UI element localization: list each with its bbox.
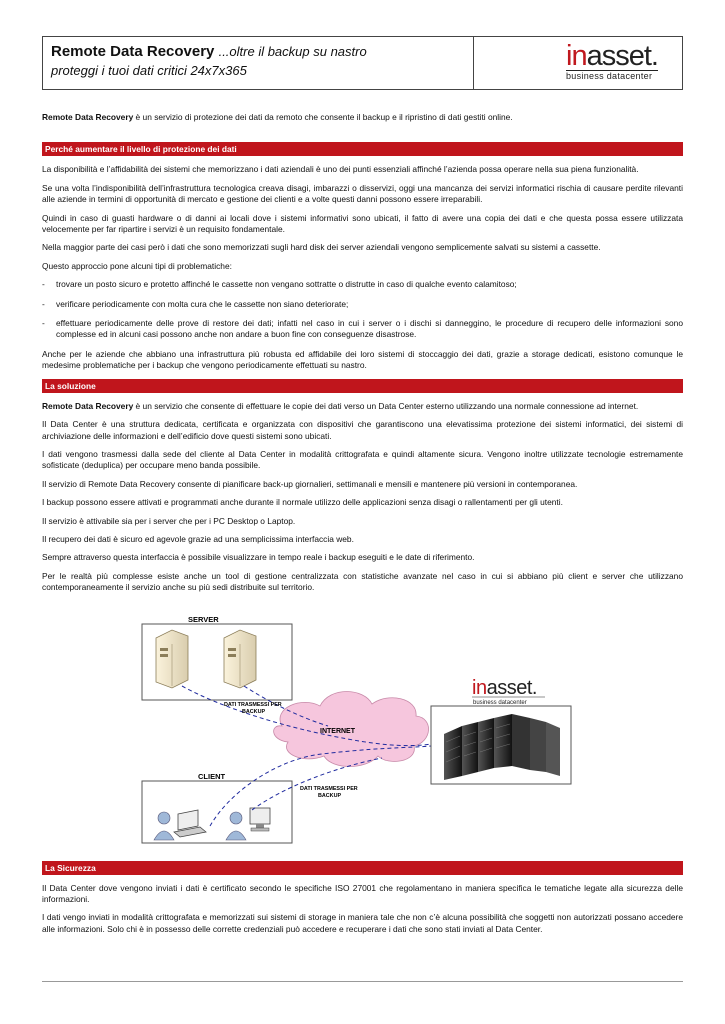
inasset-logo [566,40,658,81]
diagram-logo-dot: . [531,677,537,699]
paragraph: Per le realtà più complesse esiste anche un tool di gestione centralizzata con statistiche avanzate nel caso in cui si abbiano più client e server che utilizzano contemporaneamente il servizio anche su più sedi distribuite sul territorio. [42,570,683,593]
dash-marker: - [42,298,45,309]
paragraph: La disponibilità e l’affidabilità dei sistemi che memorizzano i dati aziendali è uno dei punti essenziali affinché l’azienda possa operare nella sua piena funzionalità. [42,164,639,175]
server-tower-icon [156,630,188,688]
diagram-logo-text [472,677,537,699]
section-header-solution: La soluzione [42,379,683,393]
paragraph: Nella maggior parte dei casi però i dati che sono memorizzati sugli hard disk dei server aziendali vengono semplicemente salvati su sistemi a cassette. [42,242,601,253]
paragraph: Il recupero dei dati è sicuro ed agevole grazie ad una semplicissima interfaccia web. [42,533,354,544]
client-label: CLIENT [198,772,226,781]
list-item [42,318,683,341]
paragraph: Questo approccio pone alcuni tipi di problematiche: [42,260,232,271]
paragraph: Il servizio è attivabile sia per i server che per i PC Desktop o Laptop. [42,515,296,526]
solution-text: è un servizio che consente di effettuare le copie dei dati verso un Data Center esterno utilizzando una normale connessione ad internet. [133,400,639,411]
section-header-security: La Sicurezza [42,861,683,875]
server-tower-icon [224,630,256,688]
logo-asset: asset [586,40,651,72]
paragraph: I dati vengono trasmessi dalla sede del cliente al Data Center in modalità crittografata e quindi altamente sicura. Vengono inoltre utilizzate tecnologie estremamente sofisticate (deduplica) per occupare meno banda possibile. [42,448,683,471]
logo-subtitle: business datacenter [566,70,658,81]
footer-divider [42,981,683,982]
internet-cloud [274,692,429,767]
list-item [42,279,683,290]
paragraph [42,401,683,412]
list-item-text: verificare periodicamente con molta cura che le cassette non siano deteriorate; [56,298,349,309]
document-subtitle: proteggi i tuoi dati critici 24x7x365 [51,63,247,78]
server-label: SERVER [188,615,219,624]
paragraph: Se una volta l’indisponibilità dell’infrastruttura tecnologica creava disagi, imbarazzi o disservizi, oggi una mancanza dei servizi informatici rischia di causare perdite rilevanti alle aziende in termini di opportunità di mercato e gestione dei clienti e a volte questi danni possono essere irreparabili. [42,182,683,205]
solution-bold: Remote Data Recovery [42,400,134,411]
list-item-text: effettuare periodicamente delle prove di restore dei dati; infatti nel caso in cui i server o i dischi si danneggino, le procedure di recupero delle informazioni sono complesse ed in alcuni casi possono anche non andare a buon fine con conseguenze disastrose. [56,318,683,340]
intro-paragraph [42,112,683,123]
title-tagline: ...oltre il backup su nastro [218,44,367,59]
header-title-block [43,37,474,89]
intro-bold: Remote Data Recovery [42,112,134,122]
list-item-text: trovare un posto sicuro e protetto affinché le cassette non vengano sottratte o distrutte in caso di qualche evento calamitoso; [56,279,517,290]
list-item [42,299,683,310]
internet-label: INTERNET [320,728,355,735]
paragraph: Sempre attraverso questa interfaccia è possibile visualizzare in tempo reale i backup eseguiti e le date di riferimento. [42,552,475,563]
section-header-protection: Perché aumentare il livello di protezione dei dati [42,142,683,156]
paragraph: Anche per le aziende che abbiano una infrastruttura più robusta ed affidabile dei loro sistemi di stoccaggio dei dati, grazie a storage dedicati, esistono comunque le medesime problematiche per i backup che vengono periodicamente effettuati su nastro. [42,348,683,371]
client-flow-label: BACKUP [318,793,342,799]
paragraph: Il Data Center è una struttura dedicata, certificata e organizzata con dispositivi che garantiscono una elevatissima protezione dei sistemi informatici, dei sistemi di archiviazione delle informazioni e dell’edificio dove questi sistemi sono ubicati. [42,419,683,441]
header-logo-block [474,37,682,89]
document-title [51,43,465,61]
logo-dot: . [650,40,658,72]
diagram-logo-sub: business datacenter [473,700,527,706]
dash-marker: - [42,318,45,329]
problems-list [42,279,683,341]
title-main: Remote Data Recovery [51,43,219,60]
paragraph: I backup possono essere attivati e programmati anche durante il normale utilizzo delle applicazioni senza disagi o rallentamenti per gli utenti. [42,497,563,508]
logo-in: in [566,40,587,72]
document-header [42,36,683,90]
dash-marker: - [42,279,45,290]
network-diagram [132,608,587,848]
paragraph: I dati vengo inviati in modalità crittografata e memorizzati sui sistemi di storage in maniera tale che non c’è alcuna possibilità che soggetti non autorizzati possano accedere alle informazioni. Solo chi è in possesso delle corrette credenziali può accedere e recuperare i dati che sono stati inviati al Data Center. [42,912,683,934]
diagram-logo-asset: asset [486,677,532,699]
intro-text: è un servizio di protezione dei dati da remoto che consente il backup e il ripristino di dati gestiti online. [133,112,513,122]
server-flow-label: BACKUP [242,709,266,715]
paragraph: Quindi in caso di guasti hardware o di danni ai locali dove i sistemi informativi sono ubicati, il fatto di avere una copia dei dati e che questa possa essere utilizzata velocemente per far ripartire i servizi è un requisito fondamentale. [42,212,683,235]
diagram-logo-in: in [472,677,487,699]
paragraph: Il servizio di Remote Data Recovery consente di pianificare back-up giornalieri, settimanali e mensili e mantenere più versioni in contemporanea. [42,478,578,489]
paragraph: Il Data Center dove vengono inviati i dati è certificato secondo le specifiche ISO 27001 che regolamentano in maniera specifica le tematiche legate alla sicurezza delle informazioni. [42,882,683,904]
server-flow-label: DATI TRASMESSI PER [224,702,282,708]
datacenter-logo [472,677,545,706]
client-flow-label: DATI TRASMESSI PER [300,786,358,792]
